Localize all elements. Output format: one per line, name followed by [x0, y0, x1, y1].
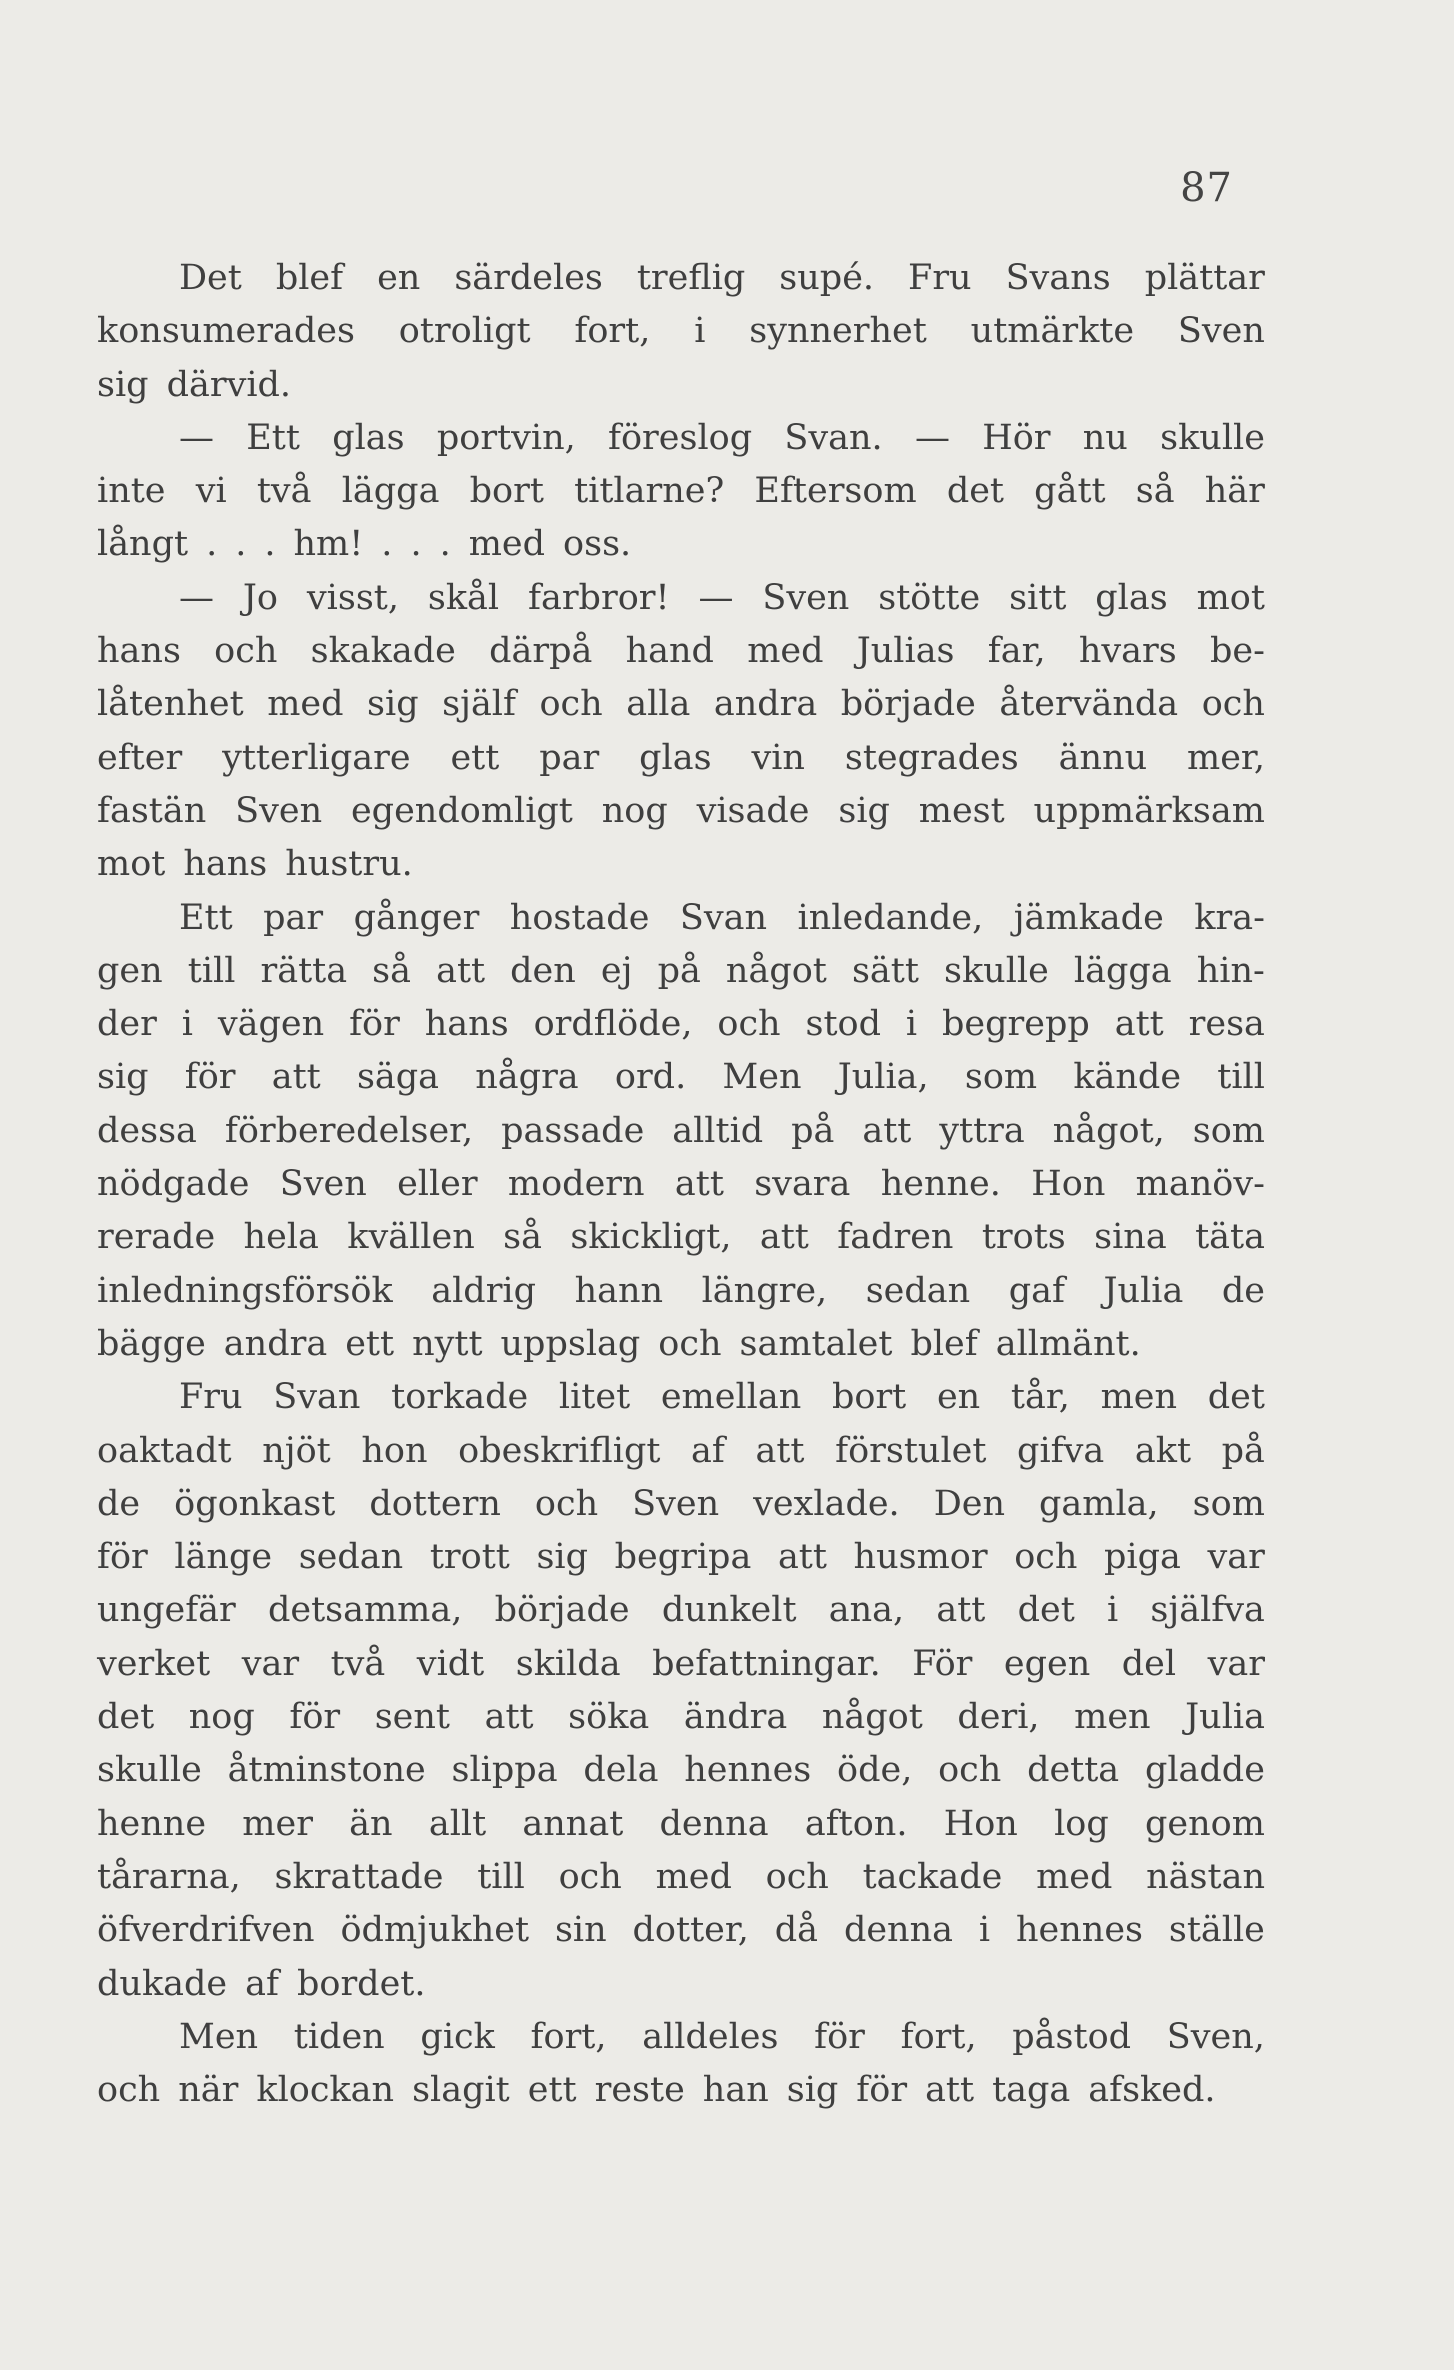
text-line: gen till rätta så att den ej på något sätt skulle lägga hin-	[97, 950, 1265, 991]
text-line: det nog för sent att söka ändra något deri, men Julia	[97, 1697, 1265, 1738]
text-line: ungefär detsamma, började dunkelt ana, att det i själfva	[97, 1590, 1265, 1631]
text-line: låtenhet med sig själf och alla andra började återvända och	[97, 684, 1265, 725]
text-line: öfverdrifven ödmjukhet sin dotter, då denna i hennes ställe	[97, 1910, 1265, 1951]
paragraph	[97, 412, 1265, 572]
paragraph	[97, 2011, 1265, 2118]
body-text	[97, 252, 1265, 2117]
text-line: fastän Sven egendomligt nog visade sig mest uppmärksam	[97, 790, 1265, 831]
text-line: skulle åtminstone slippa dela hennes öde, och detta gladde	[97, 1750, 1265, 1791]
text-line: de ögonkast dottern och Sven vexlade. Den gamla, som	[97, 1483, 1265, 1524]
paragraph	[97, 572, 1265, 892]
text-line: henne mer än allt annat denna afton. Hon log genom	[97, 1803, 1265, 1844]
text-line: Men tiden gick fort, alldeles för fort, påstod Sven,	[179, 2016, 1265, 2057]
text-line: — Jo visst, skål farbror! — Sven stötte sitt glas mot	[179, 577, 1265, 618]
text-line: tårarna, skrattade till och med och tackade med nästan	[97, 1856, 1265, 1897]
text-line: sig för att säga några ord. Men Julia, som kände till	[97, 1057, 1265, 1098]
text-line: dukade af bordet.	[97, 1963, 426, 2004]
text-line: nödgade Sven eller modern att svara henne. Hon manöv-	[97, 1164, 1265, 1205]
text-line: efter ytterligare ett par glas vin stegrades ännu mer,	[97, 737, 1265, 778]
text-line: dessa förberedelser, passade alltid på att yttra något, som	[97, 1110, 1265, 1151]
text-line: och när klockan slagit ett reste han sig för att taga afsked.	[97, 2070, 1216, 2111]
text-line: inte vi två lägga bort titlarne? Eftersom det gått så här	[97, 471, 1265, 512]
paragraph	[97, 252, 1265, 412]
paragraph	[97, 1371, 1265, 2011]
text-line: rerade hela kvällen så skickligt, att fadren trots sina täta	[97, 1217, 1265, 1258]
text-line: der i vägen för hans ordflöde, och stod i begrepp att resa	[97, 1004, 1265, 1045]
text-line: mot hans hustru.	[97, 844, 413, 885]
text-line: hans och skakade därpå hand med Julias far, hvars be-	[97, 631, 1265, 672]
text-line: bägge andra ett nytt uppslag och samtalet blef allmänt.	[97, 1323, 1141, 1364]
text-line: långt . . . hm! . . . med oss.	[97, 524, 632, 565]
text-line: verket var två vidt skilda befattningar. För egen del var	[97, 1643, 1265, 1684]
text-line: sig därvid.	[97, 364, 292, 405]
paragraph	[97, 892, 1265, 1372]
text-line: konsumerades otroligt fort, i synnerhet utmärkte Sven	[97, 311, 1265, 352]
text-line: Det blef en särdeles treflig supé. Fru Svans plättar	[179, 258, 1265, 298]
text-line: oaktadt njöt hon obeskrifligt af att förstulet gifva akt på	[97, 1430, 1265, 1471]
page-number: 87	[1180, 165, 1233, 211]
text-line: inledningsförsök aldrig hann längre, sedan gaf Julia de	[97, 1270, 1265, 1311]
text-line: Ett par gånger hostade Svan inledande, jämkade kra-	[179, 897, 1265, 938]
text-line: Fru Svan torkade litet emellan bort en tår, men det	[179, 1377, 1265, 1418]
text-line: — Ett glas portvin, föreslog Svan. — Hör nu skulle	[179, 417, 1265, 458]
text-line: för länge sedan trott sig begripa att husmor och piga var	[97, 1537, 1265, 1578]
